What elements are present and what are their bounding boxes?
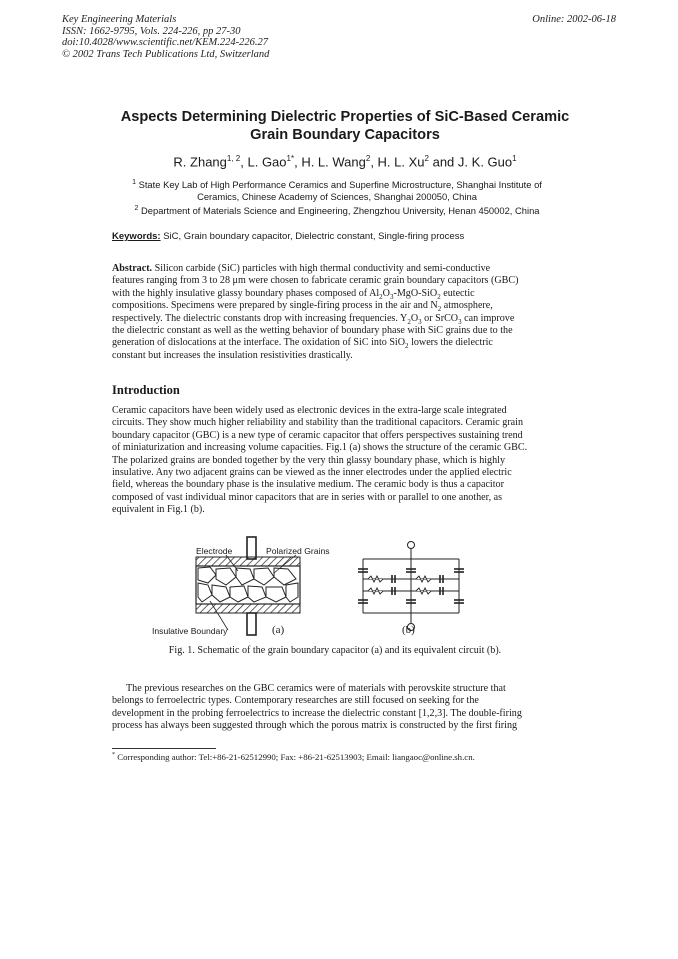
label-figure-b: (b) [402,624,415,636]
label-polarized-grains: Polarized Grains [266,546,330,556]
footnote-mark: * [112,752,115,759]
abstract-line: generation of dislocations at the interface. The oxidation of SiC into SiO$_2$ lowers the dielectric [112,337,493,351]
intro-line: The polarized grains are bonded together by the very thin glassy boundary phase, which is highly [112,454,505,466]
author-3-affil: 2 [365,154,371,163]
intro-line: boundary capacitor (GBC) is a new type of ceramic capacitor that offers perspectives sustaining trend [112,429,523,441]
intro-line: circuits. They show much higher reliability and stability than the traditional capacitors. Ceramic grain [112,417,524,429]
issn-line: ISSN: 1662-9795, Vols. 224-226, pp 27-30 [62,25,241,37]
author-3: H. L. Wang [301,154,366,170]
author-list: R. Zhang$^{1, 2}$, L. Gao$^{1*}$, H. L. Wang$^2$, H. L. Xu$^2$ and J. K. Guo$^1$ [173,154,517,170]
para2-line: development in the probing ferroelectrics to increase the dielectric constant [1,2,3]. The double-firing [112,707,522,719]
abstract-line: the dielectric constant as well as the wetting behavior of boundary phase with SiC grains due to the [112,325,513,337]
section-heading-introduction: Introduction [112,383,180,397]
keywords [112,231,464,242]
abstract-label: Abstract. [112,263,153,274]
doi-line[interactable]: doi:10.4028/www.scientific.net/KEM.224-226.27 [62,37,268,48]
intro-line: of miniaturization and increasing volume capacities. Fig.1 (a) shows the structure of the ceramic GBC. [112,442,528,454]
author-1: R. Zhang [173,154,227,170]
equivalent-circuit [358,542,464,631]
paper-title [95,108,595,144]
electrode-plate-bottom [196,604,300,613]
para2-line: The previous researches on the GBC ceramics were of materials with perovskite structure that [126,683,506,694]
intro-paragraph [112,405,558,517]
author-2-affil: 1* [286,154,295,163]
copyright-line: © 2002 Trans Tech Publications Ltd, Switzerland [62,48,270,60]
abstract [112,263,558,362]
footnote [112,752,475,762]
author-2: L. Gao [247,154,287,170]
author-5-affil: 1 [512,154,517,163]
author-4: H. L. Xu [377,154,425,170]
electrode-top-icon [247,537,256,559]
title-line-2: Grain Boundary Capacitors [250,127,440,143]
abstract-line: constant but increases the insulation resistivities drastically. [112,349,353,361]
affiliation-2 [112,203,562,217]
abstract-line: Silicon carbide (SiC) particles with high thermal conductivity and semi-conductive [154,263,491,274]
label-figure-a: (a) [272,624,285,636]
intro-line: field, whereas the boundary phase is the insulative medium. The ceramic body is thus a capacitor [112,479,504,491]
intro-line: composed of vast individual minor capacitors that are in series with or parallel to one another, as [112,491,503,503]
journal-header [62,14,269,60]
intro-line: Ceramic capacitors have been widely used as electronic devices in the extra-large scale integrated [112,405,507,416]
abstract-line: respectively. The dielectric constants drop with increasing frequencies. $Y_2O_3$ or SrCO$_3$ can improve [112,312,515,326]
author-5: J. K. Guo [457,154,513,170]
abstract-line: features ranging from 3 to 28 μm were chosen to fabricate ceramic grain boundary capacitors (GBC) [112,275,519,287]
abstract-line: with the highly insulative glassy boundary phases composed of $Al_2O_3-MgO-SiO_2$ eutectic [112,287,475,301]
para2-line: process has always been suggested through which the porous matrix is constructed by the first firing [112,720,518,732]
keywords-label: Keywords: [112,231,161,242]
label-electrode: Electrode [196,546,233,556]
label-insulative-boundary: Insulative Boundary [152,626,228,636]
paragraph-2 [112,683,558,733]
affiliation-1-line-1: State Key Lab of High Performance Ceramics and Superfine Microstructure, Shanghai Institute of [138,179,542,191]
journal-name: Key Engineering Materials [62,14,177,25]
abstract-line: compositions. Specimens were prepared by single-firing process in the air and $N_2$ atmosphere, [112,300,493,314]
author-1-affil: 1, 2 [226,154,241,163]
intro-line: equivalent in Fig.1 (b). [112,504,205,516]
footnote-rule [112,748,216,749]
intro-line: insulative. Any two adjacent grains can be viewed as the inner electrodes under the applied electric [112,467,512,479]
author-conjunction: and [432,154,455,170]
title-line-1: Aspects Determining Dielectric Properties of SiC-Based Ceramic [120,109,570,125]
online-date: Online: 2002-06-18 [532,14,616,25]
para2-line: belongs to ferroelectric types. Contemporary researches are still focused on seeking for the [112,695,479,707]
affiliation-1 [112,177,562,203]
keywords-text: SiC, Grain boundary capacitor, Dielectric constant, Single-firing process [163,231,465,242]
affiliation-2-number: 2 [134,205,139,212]
figure-1-caption: Fig. 1. Schematic of the grain boundary capacitor (a) and its equivalent circuit (b). [168,645,502,656]
affiliation-1-number: 1 [132,179,136,186]
footnote-text: Corresponding author: Tel:+86-21-62512990; Fax: +86-21-62513903; Email: liangaoc@online.sh.cn. [117,752,475,762]
electrode-bottom-icon [247,613,256,635]
affiliation-1-line-2: Ceramics, Chinese Academy of Sciences, Shanghai 200050, China [197,191,477,203]
author-4-affil: 2 [424,154,429,163]
terminal-top-icon [408,542,415,549]
affiliation-2-text: Department of Materials Science and Engineering, Zhengzhou University, Henan 450002, China [141,205,540,217]
